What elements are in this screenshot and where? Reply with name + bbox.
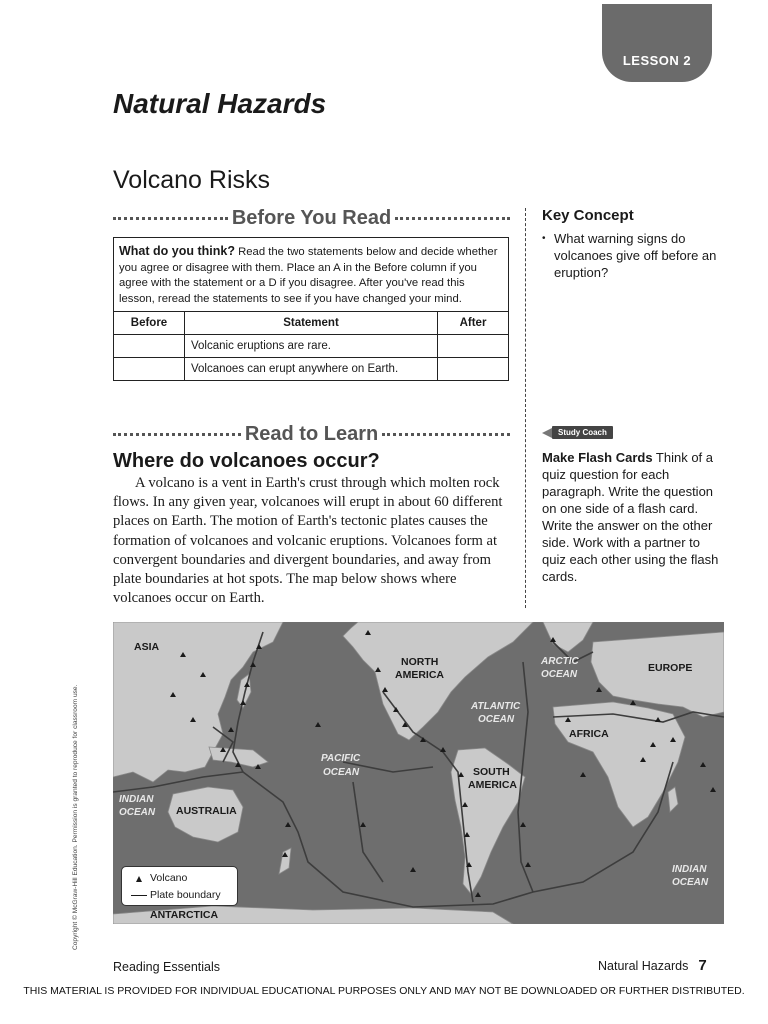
think-prompt-text: Read the two statements below and decide whether you agree or disagree with them. Place an A in the Before column if you agree with the statement or a D if you disagree. After you've read this lesson, reread the statements to see if you have changed your mind. [119,246,498,305]
statement-column-header: Statement [185,312,438,335]
continent-label-antarctica: ANTARCTICA [150,909,219,921]
section-heading: Where do volcanoes occur? [113,450,380,472]
ocean-label-indian-east-2: OCEAN [672,877,709,888]
before-you-read-label: Before You Read [231,206,392,229]
volcano-icon [580,772,586,777]
volcano-icon [525,862,531,867]
before-cell[interactable] [114,335,185,358]
volcano-icon [520,822,526,827]
body-paragraph: A volcano is a vent in Earth's crust through which molten rock flows. In any given year, volcanoes will erupt in about 60 different places on Earth. The motion of Earth's tectonic plates causes the formation of volcanoes and volcanic eruptions. Volcanoes form at convergent boundaries and divergent boundaries, and away from plate boundaries at hot spots. The map below shows where volcanoes occur on Earth. [113,475,503,607]
pencil-tip-icon [542,428,552,438]
dotted-rule-left [113,217,228,220]
table-row [114,358,508,381]
key-concept-title: Key Concept [542,207,634,224]
read-to-learn-label: Read to Learn [244,422,379,445]
unit-title: Natural Hazards [113,88,327,119]
ocean-label-indian-east-1: INDIAN [672,864,707,875]
volcano-icon [228,727,234,732]
flash-cards-tip [542,449,722,585]
what-do-you-think-box [113,237,509,381]
new-zealand-landmass [279,848,291,874]
greenland-landmass [543,622,593,652]
ocean-label-atlantic-2: OCEAN [478,714,515,725]
volcano-icon [475,892,481,897]
ocean-label-arctic-2: OCEAN [541,669,578,680]
table-row [114,335,508,358]
continent-label-asia: ASIA [134,641,160,653]
lesson-tab: LESSON 2 [602,4,712,82]
footer-book-title: Reading Essentials [113,960,221,974]
continent-label-europe: EUROPE [648,662,693,674]
legend-volcano-row [128,870,231,887]
plate-boundary-line [353,782,383,882]
ocean-label-pacific-1: PACIFIC [321,753,361,764]
volcano-icon [360,822,366,827]
madagascar-landmass [668,787,678,812]
read-to-learn-heading [113,422,510,446]
study-coach-tag: Study Coach [552,426,613,439]
volcano-icon [700,762,706,767]
after-cell[interactable] [438,358,509,381]
page-number: 7 [698,957,707,974]
ocean-label-pacific-2: OCEAN [323,767,360,778]
before-column-header: Before [114,312,185,335]
footer-chapter [598,957,707,974]
dotted-rule-left [113,433,241,436]
flash-cards-title: Make Flash Cards [542,450,653,465]
key-concept-item: • What warning signs do volcanoes give off before an eruption? [542,230,722,281]
volcano-icon [440,747,446,752]
volcano-icon [710,787,716,792]
volcano-icon [630,700,636,705]
before-cell[interactable] [114,358,185,381]
ocean-label-atlantic-1: ATLANTIC [471,701,521,712]
after-column-header: After [438,312,509,335]
dotted-rule-right [395,217,510,220]
volcano-icon [128,876,150,882]
volcano-icon [410,867,416,872]
ocean-label-arctic-1: ARCTIC [541,656,579,667]
statement-cell: Volcanoes can erupt anywhere on Earth. [185,358,438,381]
statement-cell: Volcanic eruptions are rare. [185,335,438,358]
continent-label-australia: AUSTRALIA [176,805,237,817]
legend-volcano-label: Volcano [150,872,188,884]
volcano-icon [596,687,602,692]
volcano-icon [315,722,321,727]
volcano-icon [285,822,291,827]
anticipation-table [114,311,508,380]
volcano-icon [250,662,256,667]
map-legend [121,866,238,906]
legend-boundary-label: Plate boundary [150,889,221,901]
dotted-rule-right [382,433,510,436]
footer-chapter-title: Natural Hazards [598,959,689,973]
ocean-label-indian-west-2: OCEAN [119,807,156,818]
study-coach-badge [542,425,617,440]
copyright-notice: Copyright © McGraw-Hill Education. Permission is granted to reproduce for classroom use. [72,684,79,950]
after-cell[interactable] [438,335,509,358]
continent-label-north-america-2: AMERICA [395,669,444,681]
margin-divider [525,208,526,608]
table-header-row [114,312,508,335]
continent-label-north-america-1: NORTH [401,656,439,668]
lesson-title: Volcano Risks [113,166,271,194]
ocean-label-indian-west-1: INDIAN [119,794,154,805]
distribution-disclaimer: THIS MATERIAL IS PROVIDED FOR INDIVIDUAL EDUCATIONAL PURPOSES ONLY AND MAY NOT BE DOWNLOADED OR FURTHER DISTRIBUTED. [23,985,745,997]
volcano-world-map [113,622,724,924]
continent-label-south-america-1: SOUTH [473,766,510,778]
plate-boundary-line-icon [128,895,150,896]
key-concept-list [542,230,722,281]
continent-label-africa: AFRICA [569,728,609,740]
continent-label-south-america-2: AMERICA [468,779,517,791]
think-instructions [114,238,508,311]
legend-boundary-row [128,887,231,904]
flash-cards-text: Think of a quiz question for each paragraph. Write the question on one side of a flash card. Write the answer on the other side. Work with a partner to quiz each other using the flash cards. [542,450,719,584]
before-you-read-heading [113,206,510,230]
think-prompt-bold: What do you think? [119,244,235,258]
